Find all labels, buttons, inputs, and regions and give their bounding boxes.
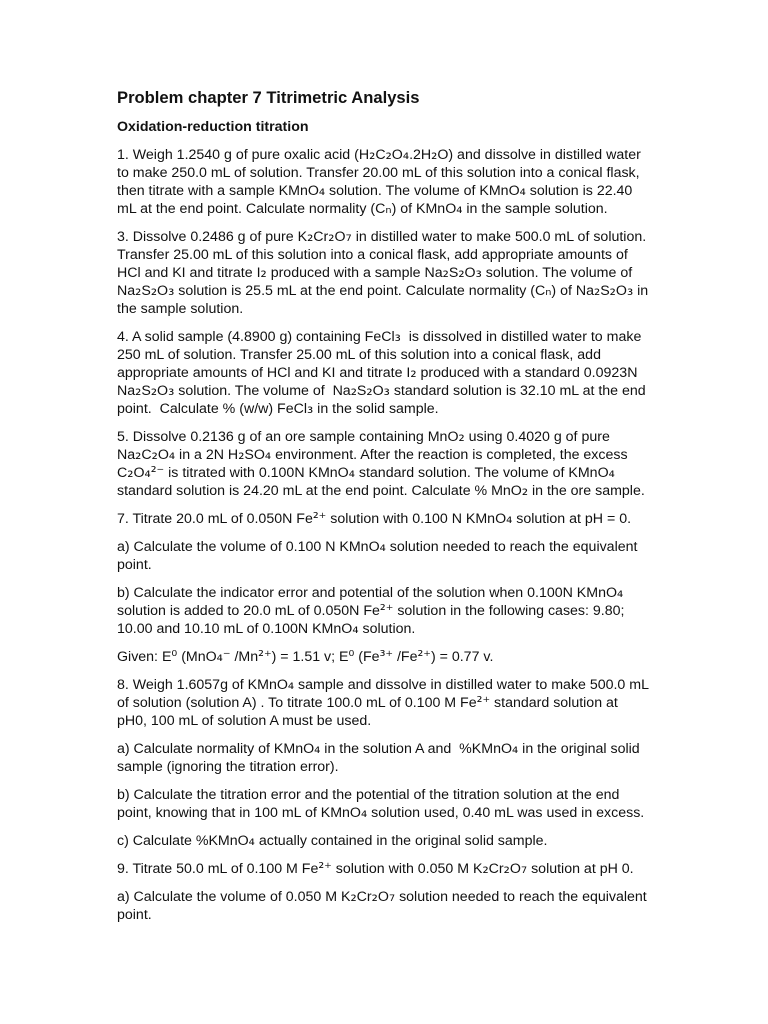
text-line: Transfer 25.00 mL of this solution into a conical flask, add appropriate amounts of xyxy=(117,247,628,263)
text-line: solution is added to 20.0 mL of 0.050N Fe²⁺ solution in the following cases: 9.80; xyxy=(117,603,625,619)
superscript: ²⁺ xyxy=(258,649,272,665)
document-body xyxy=(117,88,687,934)
text-line: 5. Dissolve 0.2136 g of an ore sample containing MnO₂ using 0.4020 g of pure xyxy=(117,427,610,445)
subscript: ₂ xyxy=(410,363,417,381)
subscript: ₂ xyxy=(369,145,376,163)
subscript: ₂ xyxy=(135,281,142,299)
problem-5 xyxy=(117,428,687,500)
text-line: 250 mL of solution. Transfer 25.00 mL of this solution into a conical flask, add xyxy=(117,347,601,363)
text-line: then titrate with a sample KMnO₄ solution. The volume of KMnO₄ solution is 22.40 xyxy=(117,181,633,199)
subscript: ₂ xyxy=(366,381,373,399)
subscript: ₄ xyxy=(519,181,526,199)
section-heading: Oxidation-reduction titration xyxy=(117,119,309,135)
text-line: HCl and KI and titrate I₂ produced with a sample Na₂S₂O₃ solution. The volume of xyxy=(117,263,633,281)
text-line: 1. Weigh 1.2540 g of pure oxalic acid (H₂C₂O₄.2H₂O) and dissolve in distilled water xyxy=(117,145,641,163)
subscript: ₄ xyxy=(608,463,615,481)
text-line: Na₂C₂O₄ in a 2N H₂SO₄ environment. After the reaction is completed, the excess xyxy=(117,445,628,463)
subscript: ₂ xyxy=(307,227,314,245)
text-line: b) Calculate the titration error and the potential of the titration solution at the end xyxy=(117,787,620,803)
subscript: ₄ xyxy=(506,509,513,527)
subscript: ₂ xyxy=(503,859,510,877)
subscript: ₄ xyxy=(248,831,255,849)
subscript: ₃ xyxy=(168,281,175,299)
text-line: Na₂S₂O₃ solution is 25.5 mL at the end point. Calculate normality (Cₙ) of Na₂S₂O₃ in xyxy=(117,281,649,299)
problem-8a xyxy=(117,740,687,776)
subscript: ₂ xyxy=(385,145,392,163)
subscript: ₂ xyxy=(135,381,142,399)
subscript: ₂ xyxy=(150,281,158,299)
subscript: ₄ xyxy=(318,181,326,199)
subscript: ₇ xyxy=(345,227,352,245)
subscript: ₂ xyxy=(593,281,601,299)
text-line: 3. Dissolve 0.2486 g of pure K₂Cr₂O₇ in distilled water to make 500.0 mL of solution. xyxy=(117,227,647,245)
subscript: ₄ xyxy=(287,675,295,693)
subscript: ₃ xyxy=(307,399,314,417)
subscript: ₂ xyxy=(458,427,465,445)
page-title: Problem chapter 7 Titrimetric Analysis xyxy=(117,88,420,107)
subscript: ₂ xyxy=(458,263,465,281)
text-line: point, knowing that in 100 mL of KMnO₄ solution used, 0.40 mL was used in excess. xyxy=(117,803,645,821)
subscript: ₄ xyxy=(352,619,359,637)
text-line: 9. Titrate 50.0 mL of 0.100 M Fe²⁺ solution with 0.050 M K₂Cr₂O₇ solution at pH 0. xyxy=(117,859,634,877)
subscript: ₃ xyxy=(168,381,175,399)
text-line: 10.00 and 10.10 mL of 0.100N KMnO₄ solution. xyxy=(117,619,416,637)
superscript: ²⁺ xyxy=(417,649,431,665)
subscript: ₂ xyxy=(609,281,616,299)
subscript: ₂ xyxy=(328,227,335,245)
text-line: of solution (solution A) . To titrate 100.0 mL of 0.100 M Fe²⁺ standard solution at xyxy=(117,695,618,711)
subscript: ₄ xyxy=(360,803,368,821)
problem-8b xyxy=(117,786,687,822)
subscript: ₄ xyxy=(512,739,519,757)
superscript: ²⁺ xyxy=(379,603,394,619)
superscript: ²⁺ xyxy=(312,511,327,527)
subscript: ₃ xyxy=(394,327,401,345)
text-line: standard solution is 24.20 mL at the end point. Calculate % MnO₂ in the ore sample. xyxy=(117,481,645,499)
text-line: mL at the end point. Calculate normality (Cₙ) of KMnO₄ in the sample solution. xyxy=(117,199,608,217)
subscript: ₄ xyxy=(168,445,176,463)
text-line: Given: E⁰ (MnO₄⁻ /Mn²⁺) = 1.51 v; E⁰ (Fe³⁺ /Fe²⁺) = 0.77 v. xyxy=(117,647,494,665)
subscript: ₄ xyxy=(144,463,151,481)
text-line: c) Calculate %KMnO₄ actually contained in the original solid sample. xyxy=(117,831,548,849)
subscript: ₂ xyxy=(521,481,529,499)
text-line: pH0, 100 mL of solution A must be used. xyxy=(117,713,372,729)
problem-9a xyxy=(117,888,687,924)
superscript: ²⁺ xyxy=(318,861,332,877)
subscript: ₂ xyxy=(350,887,357,905)
text-line: point. Calculate % (w/w) FeCl₃ in the solid sample. xyxy=(117,399,439,417)
superscript: ³⁺ xyxy=(379,649,394,665)
subscript: ₄ xyxy=(402,145,410,163)
text-line: 7. Titrate 20.0 mL of 0.050N Fe²⁺ solution with 0.100 N KMnO₄ solution at pH = 0. xyxy=(117,509,632,527)
subscript: ₇ xyxy=(520,859,528,877)
subscript: ₃ xyxy=(626,281,634,299)
superscript: ²⁺ xyxy=(476,695,491,711)
problem-9 xyxy=(117,860,687,878)
subscript: ₂ xyxy=(238,445,245,463)
subscript: ₃ xyxy=(475,263,482,281)
subscript: ₂ xyxy=(482,859,489,877)
problem-8 xyxy=(117,676,687,730)
subscript: ₄ xyxy=(617,583,624,601)
text-line: point. xyxy=(117,557,152,573)
subscript: ₂ xyxy=(442,263,449,281)
subscript: ₙ xyxy=(545,281,552,299)
text-line: 8. Weigh 1.6057g of KMnO₄ sample and dissolve in distilled water to make 500.0 mL xyxy=(117,675,649,693)
text-line: a) Calculate the volume of 0.100 N KMnO₄ solution needed to reach the equivalent xyxy=(117,537,638,555)
text-line: 4. A solid sample (4.8900 g) containing FeCl₃ is dissolved in distilled water to make xyxy=(117,327,642,345)
problem-3 xyxy=(117,228,687,318)
text-line: sample (ignoring the titration error). xyxy=(117,759,339,775)
superscript: ⁻ xyxy=(222,649,231,665)
problem-1 xyxy=(117,146,687,218)
problem-7 xyxy=(117,510,687,528)
subscript: ₂ xyxy=(151,445,158,463)
subscript: ₄ xyxy=(264,445,272,463)
superscript: ⁰ xyxy=(171,649,178,665)
subscript: ₄ xyxy=(314,739,321,757)
problem-4 xyxy=(117,328,687,418)
subscript: ₙ xyxy=(385,199,392,217)
text-line: point. xyxy=(117,907,152,923)
text-line: Na₂S₂O₃ solution. The volume of Na₂S₂O₃ standard solution is 32.10 mL at the end xyxy=(117,381,646,399)
problem-8c xyxy=(117,832,687,850)
subscript: ₄ xyxy=(456,199,463,217)
subscript: ₂ xyxy=(150,381,158,399)
subscript: ₃ xyxy=(383,381,390,399)
subscript: ₂ xyxy=(350,381,357,399)
problem-7b xyxy=(117,584,687,638)
subscript: ₄ xyxy=(379,537,386,555)
subscript: ₄ xyxy=(216,647,223,665)
text-line: C₂O₄²⁻ is titrated with 0.100N KMnO₄ standard solution. The volume of KMnO₄ xyxy=(117,463,615,481)
subscript: ₂ xyxy=(135,445,142,463)
subscript: ₂ xyxy=(371,887,378,905)
given-potentials xyxy=(117,648,687,666)
text-line: to make 250.0 mL of solution. Transfer 20.00 mL of this solution into a conical flask, xyxy=(117,165,640,181)
text-line: appropriate amounts of HCl and KI and titrate I₂ produced with a standard 0.0923N xyxy=(117,363,638,381)
subscript: ₇ xyxy=(388,887,396,905)
subscript: ₂ xyxy=(260,263,267,281)
subscript: ₂ xyxy=(127,463,134,481)
text-line: a) Calculate the volume of 0.050 M K₂Cr₂O₇ solution needed to reach the equivalent xyxy=(117,887,647,905)
problem-7a xyxy=(117,538,687,574)
text-line: b) Calculate the indicator error and potential of the solution when 0.100N KMnO₄ xyxy=(117,583,624,601)
superscript: ²⁻ xyxy=(150,465,165,481)
subscript: ₂ xyxy=(431,145,438,163)
superscript: ⁰ xyxy=(348,649,355,665)
subscript: ₄ xyxy=(348,463,355,481)
text-line: the sample solution. xyxy=(117,301,244,317)
text-line: a) Calculate normality of KMnO₄ in the solution A and %KMnO₄ in the original solid xyxy=(117,739,640,757)
